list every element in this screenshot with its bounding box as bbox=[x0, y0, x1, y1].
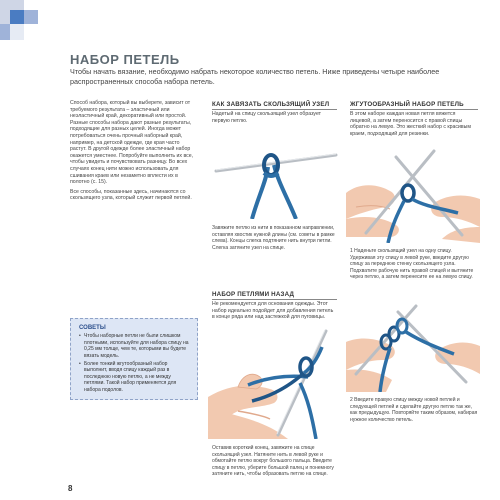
thumb-method-intro: Не рекомендуется для основания одежды. Этот набор идеально подойдет для добавления петель в конце ряда или над застежкой для пуговицы. bbox=[212, 301, 334, 321]
corner-square bbox=[10, 10, 24, 24]
cable-step2-photo bbox=[346, 302, 480, 392]
cable-cast-on-heading: ЖГУТООБРАЗНЫЙ НАБОР ПЕТЕЛЬ bbox=[350, 101, 464, 108]
heading-rule bbox=[212, 109, 337, 110]
corner-square bbox=[0, 10, 10, 24]
slip-knot-illustration bbox=[208, 127, 340, 219]
corner-square bbox=[10, 24, 24, 40]
slip-knot-intro: Надетый на спицу скользящий узел образует первую петлю. bbox=[212, 111, 322, 124]
thumb-method-photo bbox=[208, 327, 340, 439]
tip-item: • Чтобы наборные петли не были слишком плотными, используйте для набора спицу на 0,25 мм толще, чем те, которыми вы будете вязать модель. bbox=[79, 333, 191, 359]
cable-cast-on-intro: В этом наборе каждая новая петля вяжется лицевой, а затем переносится с правой спицы обратно на левую. Это жесткий набор с красивым краем, подходящий для резинки. bbox=[350, 111, 471, 137]
paragraph: Способ набора, который вы выберете, зависит от требуемого результата – эластичный или неэластичный край, декоративный или простой. Разные способы набора дают разные результаты, подходящие для разных целей. Иногда может потребоваться очень прочный наборный край, например, на детской одежде, где края часто растут. В другой одежде более эластичный набор окажется уместнее. Попробуйте выполнить их все, чтобы увидеть и почувствовать разницу. Во всех случаях конец нити можно использовать для сшивания краев или незаметно вплести их в полотно (с. 15). bbox=[70, 100, 194, 186]
left-column-text bbox=[70, 100, 196, 205]
corner-square bbox=[0, 0, 24, 10]
tips-title: СОВЕТЫ bbox=[79, 325, 106, 331]
cable-step1-text: 1 Наденьте скользящий узел на одну спицу. Удерживая эту спицу в левой руке, введите другую спицу за переднюю стенку скользящего узла. Подхватите рабочую нить правой спицей и вытяните через петлю, а затем перенесите ее на левую спицу. bbox=[350, 248, 474, 280]
thumb-method-caption: Оставив короткий конец, завяжите на спице скользящий узел. Натяните нить в левой руке и обмотайте петлю вокруг большого пальца. Введите спицу в петлю, уберите большой палец и понемногу затяните нить, чтобы образовать петлю на спице. bbox=[212, 445, 334, 477]
tip-item: • Более тонкий жгутообразный набор выполнит, вводя спицу каждый раз в последнюю новую петлю, а не между петлями. Такой набор применяется для набора подолов. bbox=[79, 361, 191, 393]
cable-step1-photo bbox=[346, 143, 480, 243]
tips-list bbox=[79, 333, 191, 393]
slip-knot-heading: КАК ЗАВЯЗАТЬ СКОЛЬЗЯЩИЙ УЗЕЛ bbox=[212, 101, 330, 108]
cable-step2-illustration bbox=[346, 302, 480, 392]
thumb-method-illustration bbox=[208, 327, 340, 439]
tips-box bbox=[70, 318, 198, 400]
heading-rule bbox=[350, 109, 478, 110]
cable-step2-text: 2 Введите правую спицу между новой петлей и следующей петлей и сделайте другую петлю так же, как предыдущую. Повторяйте таким образом, набирая нужное количество петель. bbox=[350, 397, 478, 423]
page-title: НАБОР ПЕТЕЛЬ bbox=[70, 52, 180, 67]
page-number: 8 bbox=[68, 484, 73, 493]
slip-knot-caption: Завяжите петлю из нити в показанном направлении, оставляя хвостик нужной длины (см. советы в рамке слева). Концы слегка подтяните нить внутри петли. Слегка затяните узел на спице. bbox=[212, 225, 335, 251]
corner-square bbox=[0, 24, 10, 40]
thumb-method-heading: НАБОР ПЕТЛЯМИ НАЗАД bbox=[212, 291, 295, 298]
heading-rule bbox=[212, 299, 337, 300]
page-intro: Чтобы начать вязание, необходимо набрать некоторое количество петель. Ниже приведены четыре наиболее распространенных способа набора петель. bbox=[70, 67, 440, 86]
corner-square bbox=[24, 10, 38, 24]
paragraph: Все способы, показанные здесь, начинаются со скользящего узла, который служит первой петлей. bbox=[70, 188, 192, 202]
slip-knot-photo bbox=[208, 127, 340, 219]
cable-step1-illustration bbox=[346, 143, 480, 243]
corner-square bbox=[24, 0, 38, 10]
